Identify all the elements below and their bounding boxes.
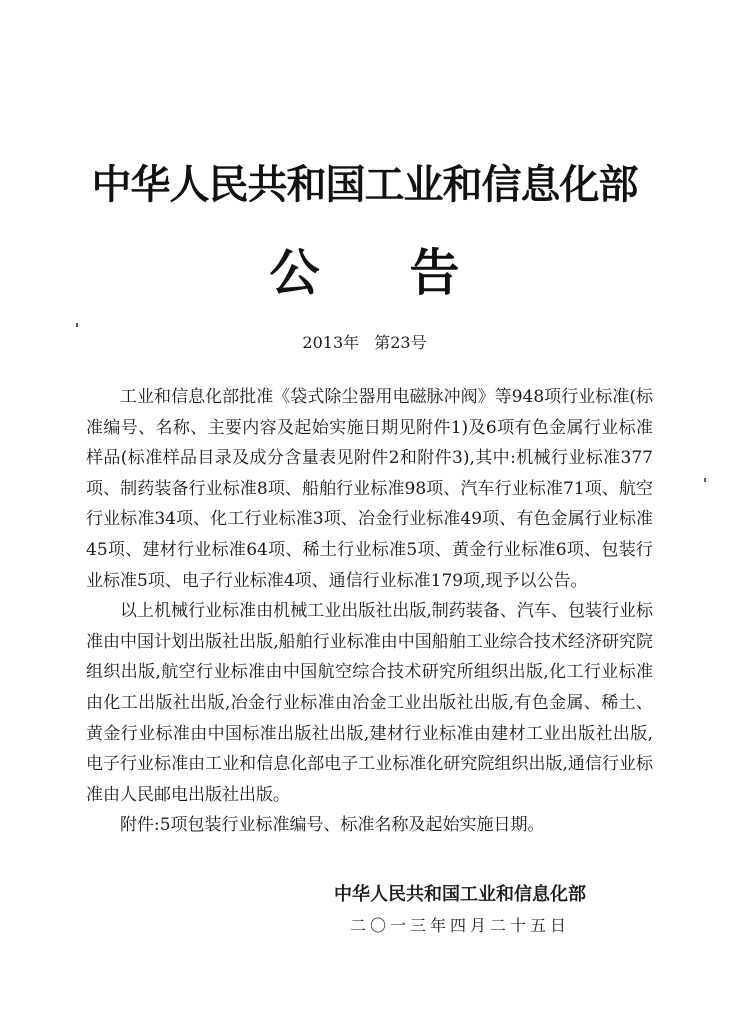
issue-date: 二〇一三年四月二十五日 — [349, 916, 570, 935]
scan-speck — [704, 478, 706, 482]
signatory: 中华人民共和国工业和信息化部 — [334, 884, 586, 905]
scan-speck — [76, 323, 78, 327]
body-paragraph: 工业和信息化部批准《袋式除尘器用电磁脉冲阀》等948项行业标准(标准编号、名称、主要内容及起始实施日期见附件1)及6项有色金属行业标准样品(标准样品目录及成分含量表见附件2和附件3),其中:机械行业标准377项、制药装备行业标准8项、船舶行业标准98项、汽车行业标准71项、航空行业标准34项、化工行业标准3项、冶金行业标准49项、有色金属行业标准45项、建材行业标准64项、稀土行业标准5项、黄金行业标准6项、包装行业标准5项、电子行业标准4项、通信行业标准179项,现予以公告。 — [86, 387, 653, 591]
attachment-note: 附件:5项包装行业标准编号、标准名称及起始实施日期。 — [120, 815, 545, 836]
notice-title: 公告 — [269, 244, 550, 302]
body-paragraph: 以上机械行业标准由机械工业出版社出版,制药装备、汽车、包装行业标准由中国计划出版社出版,船舶行业标准由中国船舶工业综合技术经济研究院组织出版,航空行业标准由中国航空综合技术研究所组织出版,化工行业标准由化工出版社出版,冶金行业标准由冶金工业出版社出版,有色金属、稀土、黄金行业标准由中国标准出版社出版,建材行业标准由建材工业出版社出版,电子行业标准由工业和信息化部电子工业标准化研究院组织出版,通信行业标准由人民邮电出版社出版。 — [86, 601, 653, 805]
ministry-title: 中华人民共和国工业和信息化部 — [91, 162, 638, 208]
document-number: 2013年 第23号 — [302, 333, 427, 352]
announcement-body — [86, 382, 653, 841]
